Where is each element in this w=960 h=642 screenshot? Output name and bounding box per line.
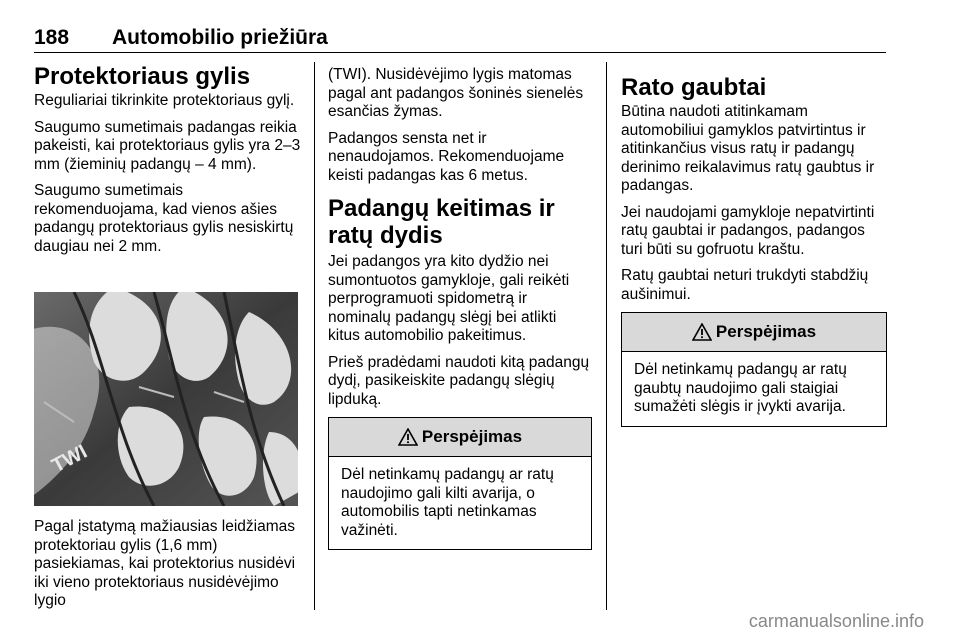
- warning-header: [329, 418, 591, 457]
- paragraph: Padangos sensta net ir nenaudojamos. Rekomenduojame keisti padangas kas 6 metus.: [328, 129, 565, 184]
- warning-text: Dėl netinkamų padangų ar ratų naudojimo gali kilti avarija, o automobilis tapti netinkamas važinėti.: [341, 466, 554, 539]
- section-heading: Protektoriaus gylis: [34, 63, 251, 90]
- paragraph: Jei naudojami gamykloje nepatvirtinti ratų gaubtai ir padangos, padangos turi būti su gofruotu kraštu.: [621, 203, 875, 258]
- warning-title: Perspėjimas: [421, 427, 523, 446]
- page-header: [34, 20, 886, 54]
- watermark: carmanualsonline.info: [748, 611, 924, 631]
- paragraph: Reguliariai tikrinkite protektoriaus gylį.: [34, 92, 295, 109]
- column-1: [34, 63, 306, 264]
- warning-triangle-icon: [692, 323, 712, 341]
- warning-title: Perspėjimas: [715, 322, 817, 341]
- column-divider: [606, 62, 607, 610]
- tyre-tread-illustration: [34, 292, 298, 506]
- chapter-title: Automobilio priežiūra: [112, 26, 328, 49]
- paragraph: Jei padangos yra kito dydžio nei sumontuotos gamykloje, gali reikėti perprogramuoti spidometrą ir nominalų padangų slėgį bei atlikti kitus automobilio pakeitimus.: [328, 253, 570, 344]
- page-number: 188: [34, 26, 70, 49]
- warning-text: Dėl netinkamų padangų ar ratų gaubtų naudojimo gali staigiai sumažėti slėgis ir įvykti avarija.: [634, 361, 847, 415]
- paragraph: Būtina naudoti atitinkamam automobiliui gamyklos patvirtintus ir atitinkančius visus ratų ir padangų derinimo reikalavimus ratų gaubtus ir padangas.: [621, 103, 875, 194]
- column-3: [621, 74, 887, 427]
- header-rule: [34, 52, 886, 53]
- section-heading: Padangų keitimas ir ratų dydis: [328, 195, 555, 249]
- column-1-continued: [34, 518, 306, 619]
- paragraph: Prieš pradėdami naudoti kitą padangų dydį, pasikeiskite padangų slėgių lipduką.: [328, 353, 590, 408]
- column-divider: [314, 62, 315, 610]
- warning-box: [621, 312, 887, 427]
- warning-header: [622, 313, 886, 352]
- twi-marker-label: TWI: [48, 440, 91, 478]
- paragraph: Pagal įstatymą mažiausias leidžiamas protektoriau gylis (1,6 mm) pasiekiamas, kai protektorius nusidėvi iki vieno protektoriaus nusidėvėjimo lygio: [34, 518, 296, 609]
- paragraph: (TWI). Nusidėvėjimo lygis matomas pagal ant padangos šoninės sienelės esančias žymas.: [328, 66, 584, 120]
- paragraph: Ratų gaubtai neturi trukdyti stabdžių aušinimui.: [621, 267, 869, 303]
- warning-triangle-icon: [398, 428, 418, 446]
- column-2: [328, 66, 592, 550]
- paragraph: Saugumo sumetimais padangas reikia pakeisti, kai protektoriaus gylis yra 2–3 mm (žieminių padangų – 4 mm).: [34, 118, 301, 173]
- warning-box: [328, 417, 592, 550]
- section-heading: Rato gaubtai: [621, 74, 767, 101]
- paragraph: Saugumo sumetimais rekomenduojama, kad vienos ašies padangų protektoriaus gylis nesiskirtų daugiau nei 2 mm.: [34, 182, 294, 255]
